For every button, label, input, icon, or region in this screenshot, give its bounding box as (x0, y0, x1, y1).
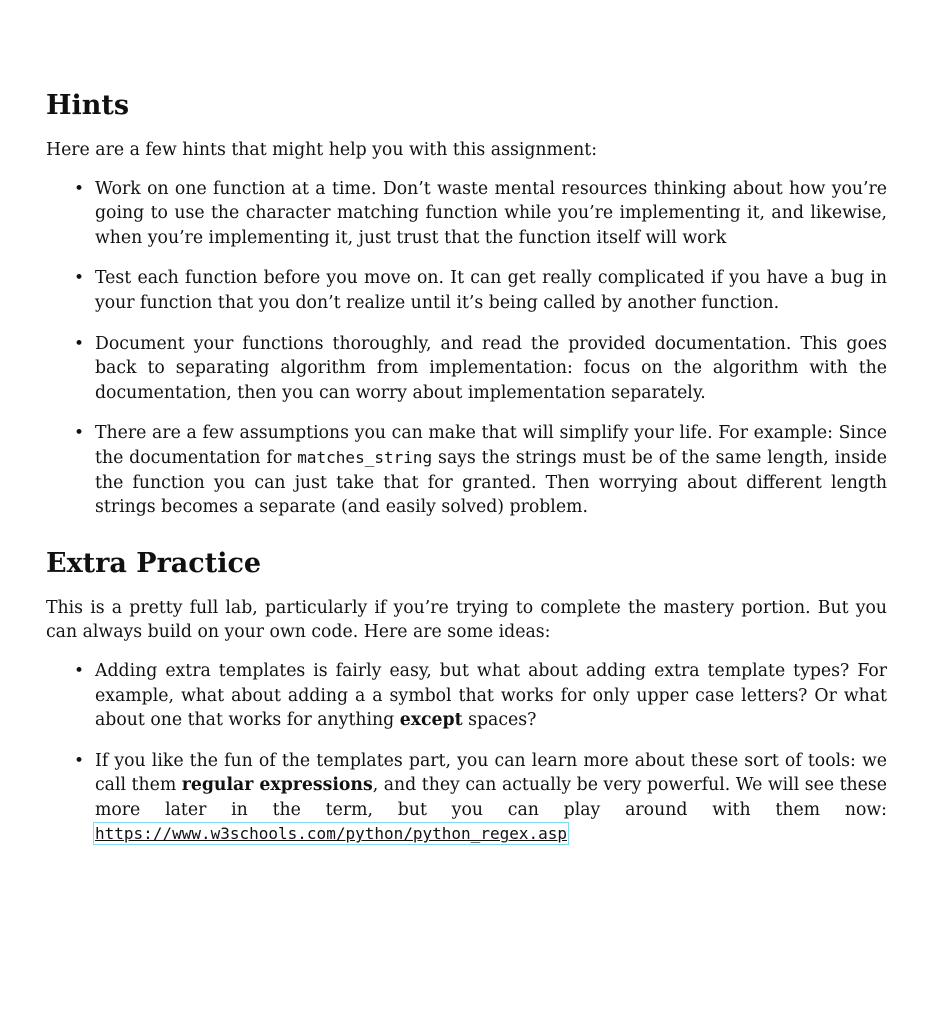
extra-practice-section (46, 546, 887, 847)
bullet-icon: • (74, 423, 85, 444)
extra-item-text-before: If you like the fun of the templates part, you can learn more about these sort of tools: we call them (95, 750, 887, 796)
bold-regular-expressions: regular expressions (181, 775, 373, 796)
hint-item-text: Test each function before you move on. It can get really complicated if you have a bug in your function that you don’t realize until it’s being called by another function. (95, 268, 887, 313)
document-content (46, 88, 887, 863)
code-matches-string: matches_string (297, 447, 433, 467)
hint-item-text-after: says the strings must be of the same length, inside the function you can just take that for granted. Then worrying about different length strings becomes a separate (and easily solved) problem. (95, 447, 887, 518)
extra-item-text-before: Adding extra templates is fairly easy, but what about adding extra template types? For example, what about adding a a symbol that works for only upper case letters? Or what about one that works for anything (95, 660, 887, 731)
extra-item-1 (74, 659, 887, 733)
extra-practice-intro: This is a pretty full lab, particularly if you’re trying to complete the mastery portion. But you can always build on your own code. Here are some ideas: (46, 597, 887, 643)
hints-intro: Here are a few hints that might help you with this assignment: (46, 140, 598, 160)
extra-practice-heading: Extra Practice (46, 547, 262, 579)
extra-practice-list (46, 659, 887, 847)
bullet-icon: • (74, 333, 85, 354)
hint-item-2 (74, 266, 887, 315)
extra-item-text-after: , and they can actually be very powerful. We will see these more later in the term, but you can play around with them now: (95, 775, 887, 820)
extra-item-text-after: spaces? (462, 710, 537, 731)
hint-item-4 (74, 421, 887, 519)
hint-item-text: Work on one function at a time. Don’t waste mental resources thinking about how you’re going to use the character matching function while you’re implementing it, and likewise, when you’re implementing it, just trust that the function itself will work (95, 178, 887, 248)
hint-item-text: Document your functions thoroughly, and read the provided documentation. This goes back to separating algorithm from implementation: focus on the algorithm with the documentation, then you can worry about implementation separately. (95, 333, 887, 403)
extra-item-2 (74, 749, 887, 847)
hints-section (46, 88, 887, 520)
hint-item-3 (74, 332, 887, 406)
hint-item-1 (74, 177, 887, 251)
regex-tutorial-link[interactable]: https://www.w3schools.com/python/python_regex.asp (95, 824, 568, 844)
hint-item-text-before: There are a few assumptions you can make that will simplify your life. For example: Since the documentation for (95, 423, 887, 468)
hints-heading: Hints (46, 90, 130, 121)
bullet-icon: • (74, 750, 85, 771)
bullet-icon: • (74, 268, 85, 289)
bullet-icon: • (74, 660, 85, 681)
hints-list (46, 177, 887, 520)
bold-except: except (399, 710, 463, 731)
bullet-icon: • (74, 178, 85, 199)
